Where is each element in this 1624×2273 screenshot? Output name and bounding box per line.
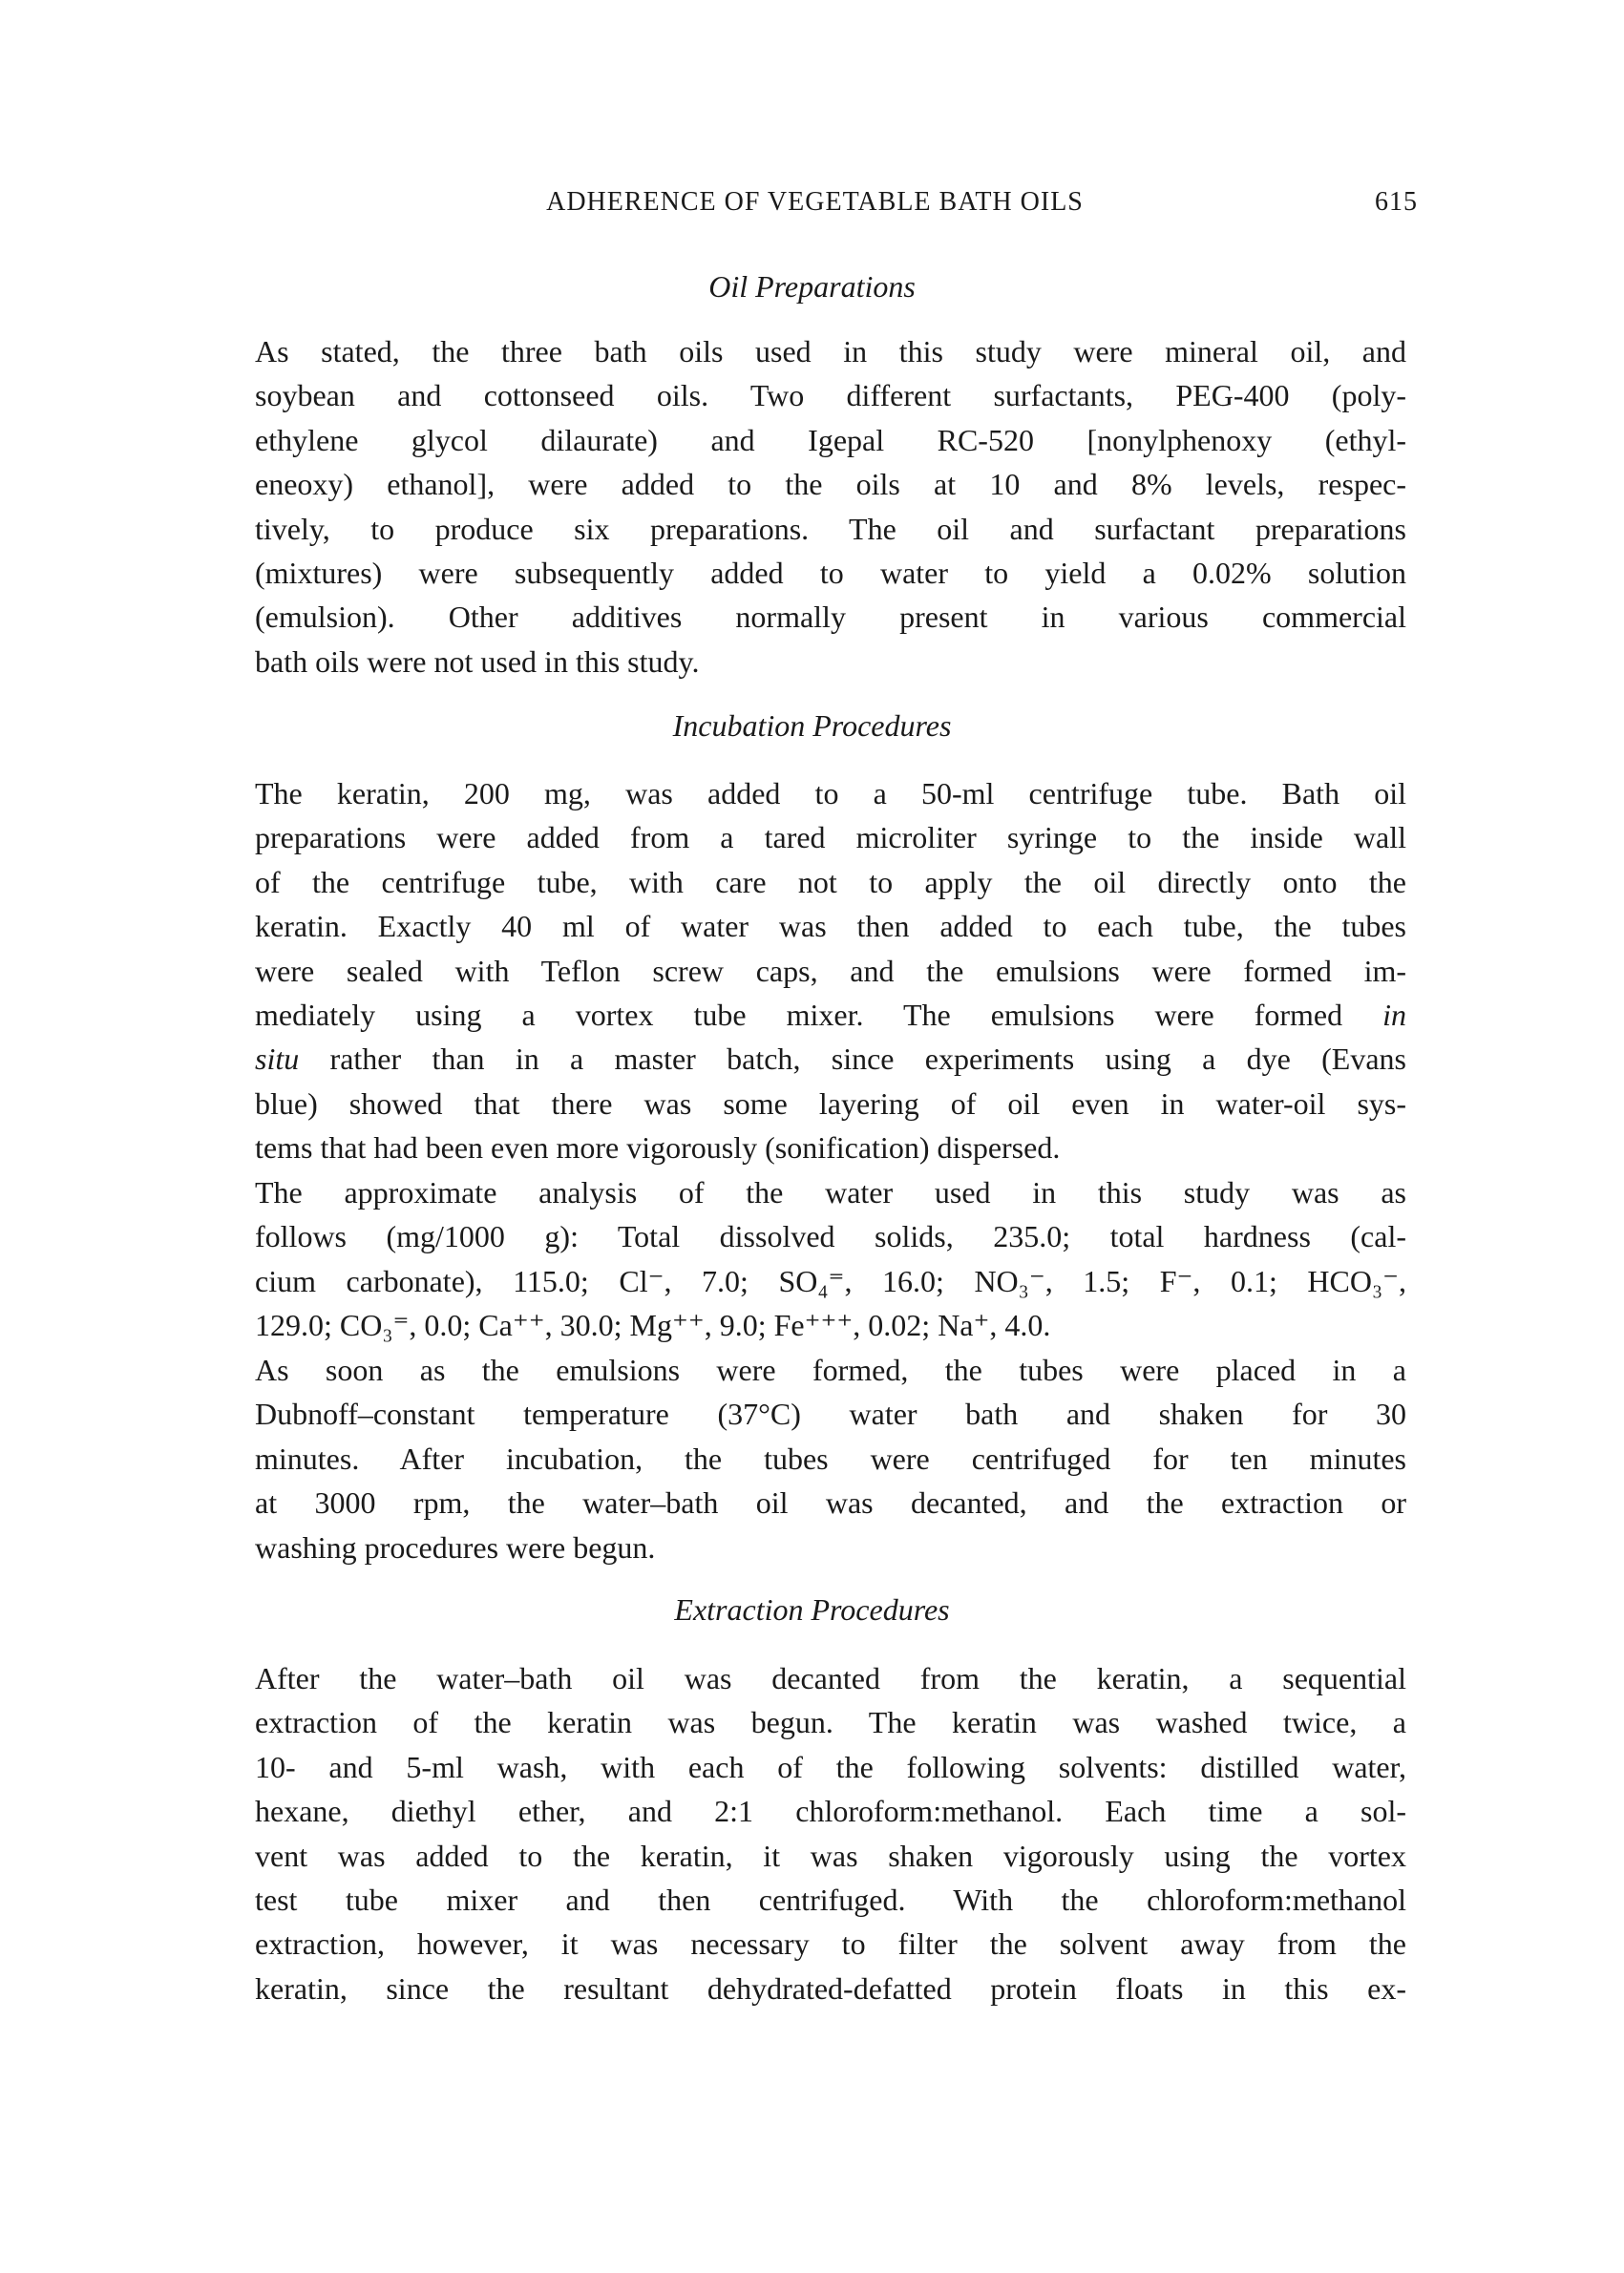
text-line-content: 129.0; CO₃⁼, 0.0; Ca⁺⁺, 30.0; Mg⁺⁺, 9.0; Fe⁺⁺⁺, 0.02; Na⁺, 4.0. [255,1308,1051,1343]
paragraph [255,329,1406,684]
text-line-content: As soon as the emulsions were formed, the tubes were placed in a [255,1353,1406,1387]
text-line-content: washing procedures were begun. [255,1529,656,1565]
text-line-content: vent was added to the keratin, it was shaken vigorously using the vortex [255,1838,1406,1873]
text-line-content: Dubnoff–constant temperature (37°C) water bath and shaken for 30 [255,1397,1406,1432]
italic-word: situ [255,1042,300,1077]
text-line-content: minutes. After incubation, the tubes were centrifuged for ten minutes [255,1441,1406,1476]
text-line [255,1967,1406,2010]
paragraph [255,771,1406,1170]
text-line-content: follows (mg/1000 g): Total dissolved solids, 235.0; total hardness (cal- [255,1219,1406,1254]
text-line [255,860,1406,904]
text-line-content: 10- and 5-ml wash, with each of the following solvents: distilled water, [255,1749,1406,1784]
text-line [255,1526,1406,1569]
text-line [255,771,1406,815]
text-line-content: at 3000 rpm, the water–bath oil was decanted, and the extraction or [255,1485,1406,1521]
text-line [255,1745,1406,1789]
text-line-content: keratin, since the resultant dehydrated-defatted protein floats in this ex- [255,1970,1406,2006]
text-line-content: bath oils were not used in this study. [255,643,700,679]
text-line [255,507,1406,551]
text-line-content: extraction, however, it was necessary to filter the solvent away from the [255,1926,1406,1962]
text-line-content: eneoxy) ethanol], were added to the oils at 10 and 8% levels, respec- [255,467,1406,502]
text-line [255,1082,1406,1126]
text-line-content: rather than in a master batch, since experiments using a dye (Evans [299,1042,1406,1077]
text-line [255,1214,1406,1258]
text-line [255,1481,1406,1525]
text-line [255,551,1406,595]
text-line [255,1037,1406,1081]
text-line-content: tems that had been even more vigorously (sonification) dispersed. [255,1130,1061,1166]
text-line-content: were sealed with Teflon screw caps, and the emulsions were formed im- [255,953,1406,988]
text-line-content: blue) showed that there was some layering of oil even in water-oil sys- [255,1085,1406,1121]
text-line [255,1392,1406,1436]
text-line-content: soybean and cottonseed oils. Two different surfactants, PEG-400 (poly- [255,378,1406,413]
text-line [255,1834,1406,1878]
text-line [255,1170,1406,1214]
page-number: 615 [1375,187,1418,217]
text-line-content: keratin. Exactly 40 ml of water was then added to each tube, the tubes [255,909,1406,944]
text-line-content: (mixtures) were subsequently added to water to yield a 0.02% solution [255,555,1406,590]
running-header: ADHERENCE OF VEGETABLE BATH OILS [546,187,1084,217]
section-heading-extraction-procedures: Extraction Procedures [674,1592,950,1627]
text-line-content: The keratin, 200 mg, was added to a 50-ml centrifuge tube. Bath oil [255,776,1406,810]
paragraph [255,1348,1406,1569]
text-line [255,1126,1406,1169]
text-line-content: preparations were added from a tared microliter syringe to the inside wall [255,820,1406,855]
text-line-content: mediately using a vortex tube mixer. The emulsions were formed [255,997,1383,1032]
text-line [255,1878,1406,1922]
section-heading-incubation-procedures: Incubation Procedures [672,708,952,743]
text-line-content: hexane, diethyl ether, and 2:1 chloroform:methanol. Each time a sol- [255,1794,1406,1829]
text-line-content: As stated, the three bath oils used in this study were mineral oil, and [255,334,1406,368]
text-line-content: (emulsion). Other additives normally present in various commercial [255,600,1406,635]
text-line [255,595,1406,639]
text-line [255,373,1406,417]
text-line-content: The approximate analysis of the water used in this study was as [255,1175,1406,1210]
text-line-content: After the water–bath oil was decanted from the keratin, a sequential [255,1661,1406,1695]
text-line [255,418,1406,462]
text-line [255,949,1406,993]
text-line-content: cium carbonate), 115.0; Cl⁻, 7.0; SO₄⁼, 16.0; NO₃⁻, 1.5; F⁻, 0.1; HCO₃⁻, [255,1263,1406,1298]
text-line-content: of the centrifuge tube, with care not to apply the oil directly onto the [255,864,1406,899]
text-line-content: extraction of the keratin was begun. The keratin was washed twice, a [255,1705,1406,1740]
text-line [255,1922,1406,1966]
text-line [255,1700,1406,1744]
text-line-content: tively, to produce six preparations. The oil and surfactant preparations [255,511,1406,546]
paragraph [255,1170,1406,1348]
text-line [255,904,1406,948]
text-line-content: ethylene glycol dilaurate) and Igepal RC-520 [nonylphenoxy (ethyl- [255,422,1406,457]
text-line [255,1437,1406,1481]
text-line [255,1789,1406,1833]
paragraph [255,1656,1406,2010]
text-line-content: test tube mixer and then centrifuged. With the chloroform:methanol [255,1882,1406,1917]
text-line [255,1348,1406,1392]
text-line [255,1656,1406,1700]
section-heading-oil-preparations: Oil Preparations [708,269,916,304]
text-line [255,1303,1406,1347]
text-line [255,1259,1406,1303]
text-line [255,640,1406,684]
italic-word: in [1382,997,1406,1032]
text-line [255,815,1406,859]
text-line [255,462,1406,506]
text-line [255,993,1406,1037]
text-line [255,329,1406,373]
